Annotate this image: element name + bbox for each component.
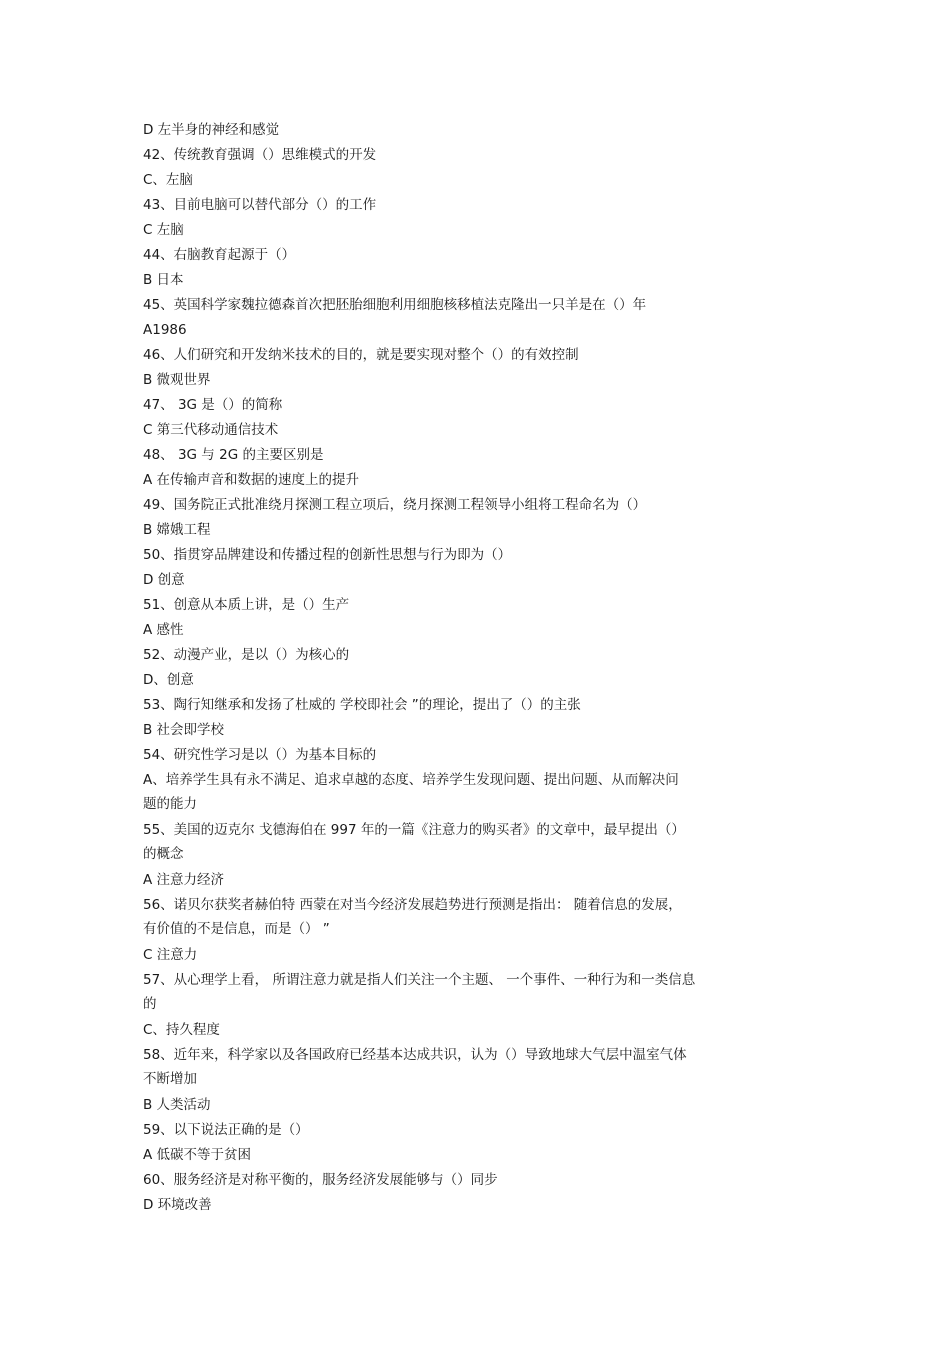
- answer-line: C 第三代移动通信技术: [143, 422, 279, 438]
- answer-line: A 在传输声音和数据的速度上的提升: [143, 472, 360, 488]
- question-line: 55、美国的迈克尔 戈德海伯在 997 年的一篇《注意力的购买者》的文章中，最早提出（）: [143, 822, 685, 838]
- question-line-continued: 的概念: [143, 846, 184, 862]
- question-line: 44、右脑教育起源于（）: [143, 247, 296, 263]
- question-line: 42、传统教育强调（）思维模式的开发: [143, 147, 377, 163]
- answer-line: B 日本: [143, 272, 184, 288]
- question-line: 49、国务院正式批准绕月探测工程立项后，绕月探测工程领导小组将工程命名为（）: [143, 497, 647, 513]
- question-line: 50、指贯穿品牌建设和传播过程的创新性思想与行为即为（）: [143, 547, 512, 563]
- document-content: [143, 118, 803, 1218]
- answer-line: D、创意: [143, 672, 194, 688]
- question-line-continued: 有价值的不是信息，而是（） ”: [143, 921, 330, 937]
- answer-line: D 环境改善: [143, 1197, 212, 1213]
- question-line: 58、近年来，科学家以及各国政府已经基本达成共识，认为（）导致地球大气层中温室气体: [143, 1047, 687, 1063]
- answer-line: A 感性: [143, 622, 184, 638]
- answer-line: A 注意力经济: [143, 872, 225, 888]
- answer-line: C、左脑: [143, 172, 193, 188]
- question-line: 45、英国科学家魏拉德森首次把胚胎细胞利用细胞核移植法克隆出一只羊是在（）年: [143, 297, 647, 313]
- question-line: 51、创意从本质上讲，是（）生产: [143, 597, 350, 613]
- answer-line: D 左半身的神经和感觉: [143, 122, 280, 138]
- question-line: 48、 3G 与 2G 的主要区别是: [143, 447, 324, 463]
- answer-line: C 左脑: [143, 222, 184, 238]
- question-line: 60、服务经济是对称平衡的，服务经济发展能够与（）同步: [143, 1172, 498, 1188]
- answer-line: D 创意: [143, 572, 185, 588]
- answer-line: C、持久程度: [143, 1022, 220, 1038]
- question-line: 43、目前电脑可以替代部分（）的工作: [143, 197, 377, 213]
- question-line: 59、以下说法正确的是（）: [143, 1122, 309, 1138]
- question-line: 57、从心理学上看， 所谓注意力就是指人们关注一个主题、 一个事件、一种行为和一类信息: [143, 972, 696, 988]
- answer-line: A、培养学生具有永不满足、追求卓越的态度、培养学生发现问题、提出问题、从而解决问: [143, 772, 679, 788]
- question-line: 56、诺贝尔获奖者赫伯特 西蒙在对当今经济发展趋势进行预测是指出： 随着信息的发展，: [143, 897, 682, 913]
- question-line: 46、人们研究和开发纳米技术的目的，就是要实现对整个（）的有效控制: [143, 347, 579, 363]
- question-line: 53、陶行知继承和发扬了杜威的 学校即社会 ”的理论，提出了（）的主张: [143, 697, 581, 713]
- answer-line: B 社会即学校: [143, 722, 225, 738]
- question-line-continued: 不断增加: [143, 1071, 197, 1087]
- question-line-continued: 的: [143, 996, 157, 1012]
- answer-line: C 注意力: [143, 947, 198, 963]
- question-line: 52、动漫产业，是以（）为核心的: [143, 647, 350, 663]
- answer-line-continued: 题的能力: [143, 796, 197, 812]
- answer-line: B 微观世界: [143, 372, 211, 388]
- question-line: 54、研究性学习是以（）为基本目标的: [143, 747, 377, 763]
- question-line: 47、 3G 是（）的简称: [143, 397, 283, 413]
- answer-line: B 人类活动: [143, 1097, 211, 1113]
- answer-line: A 低碳不等于贫困: [143, 1147, 252, 1163]
- answer-line: A1986: [143, 322, 187, 338]
- answer-line: B 嫦娥工程: [143, 522, 211, 538]
